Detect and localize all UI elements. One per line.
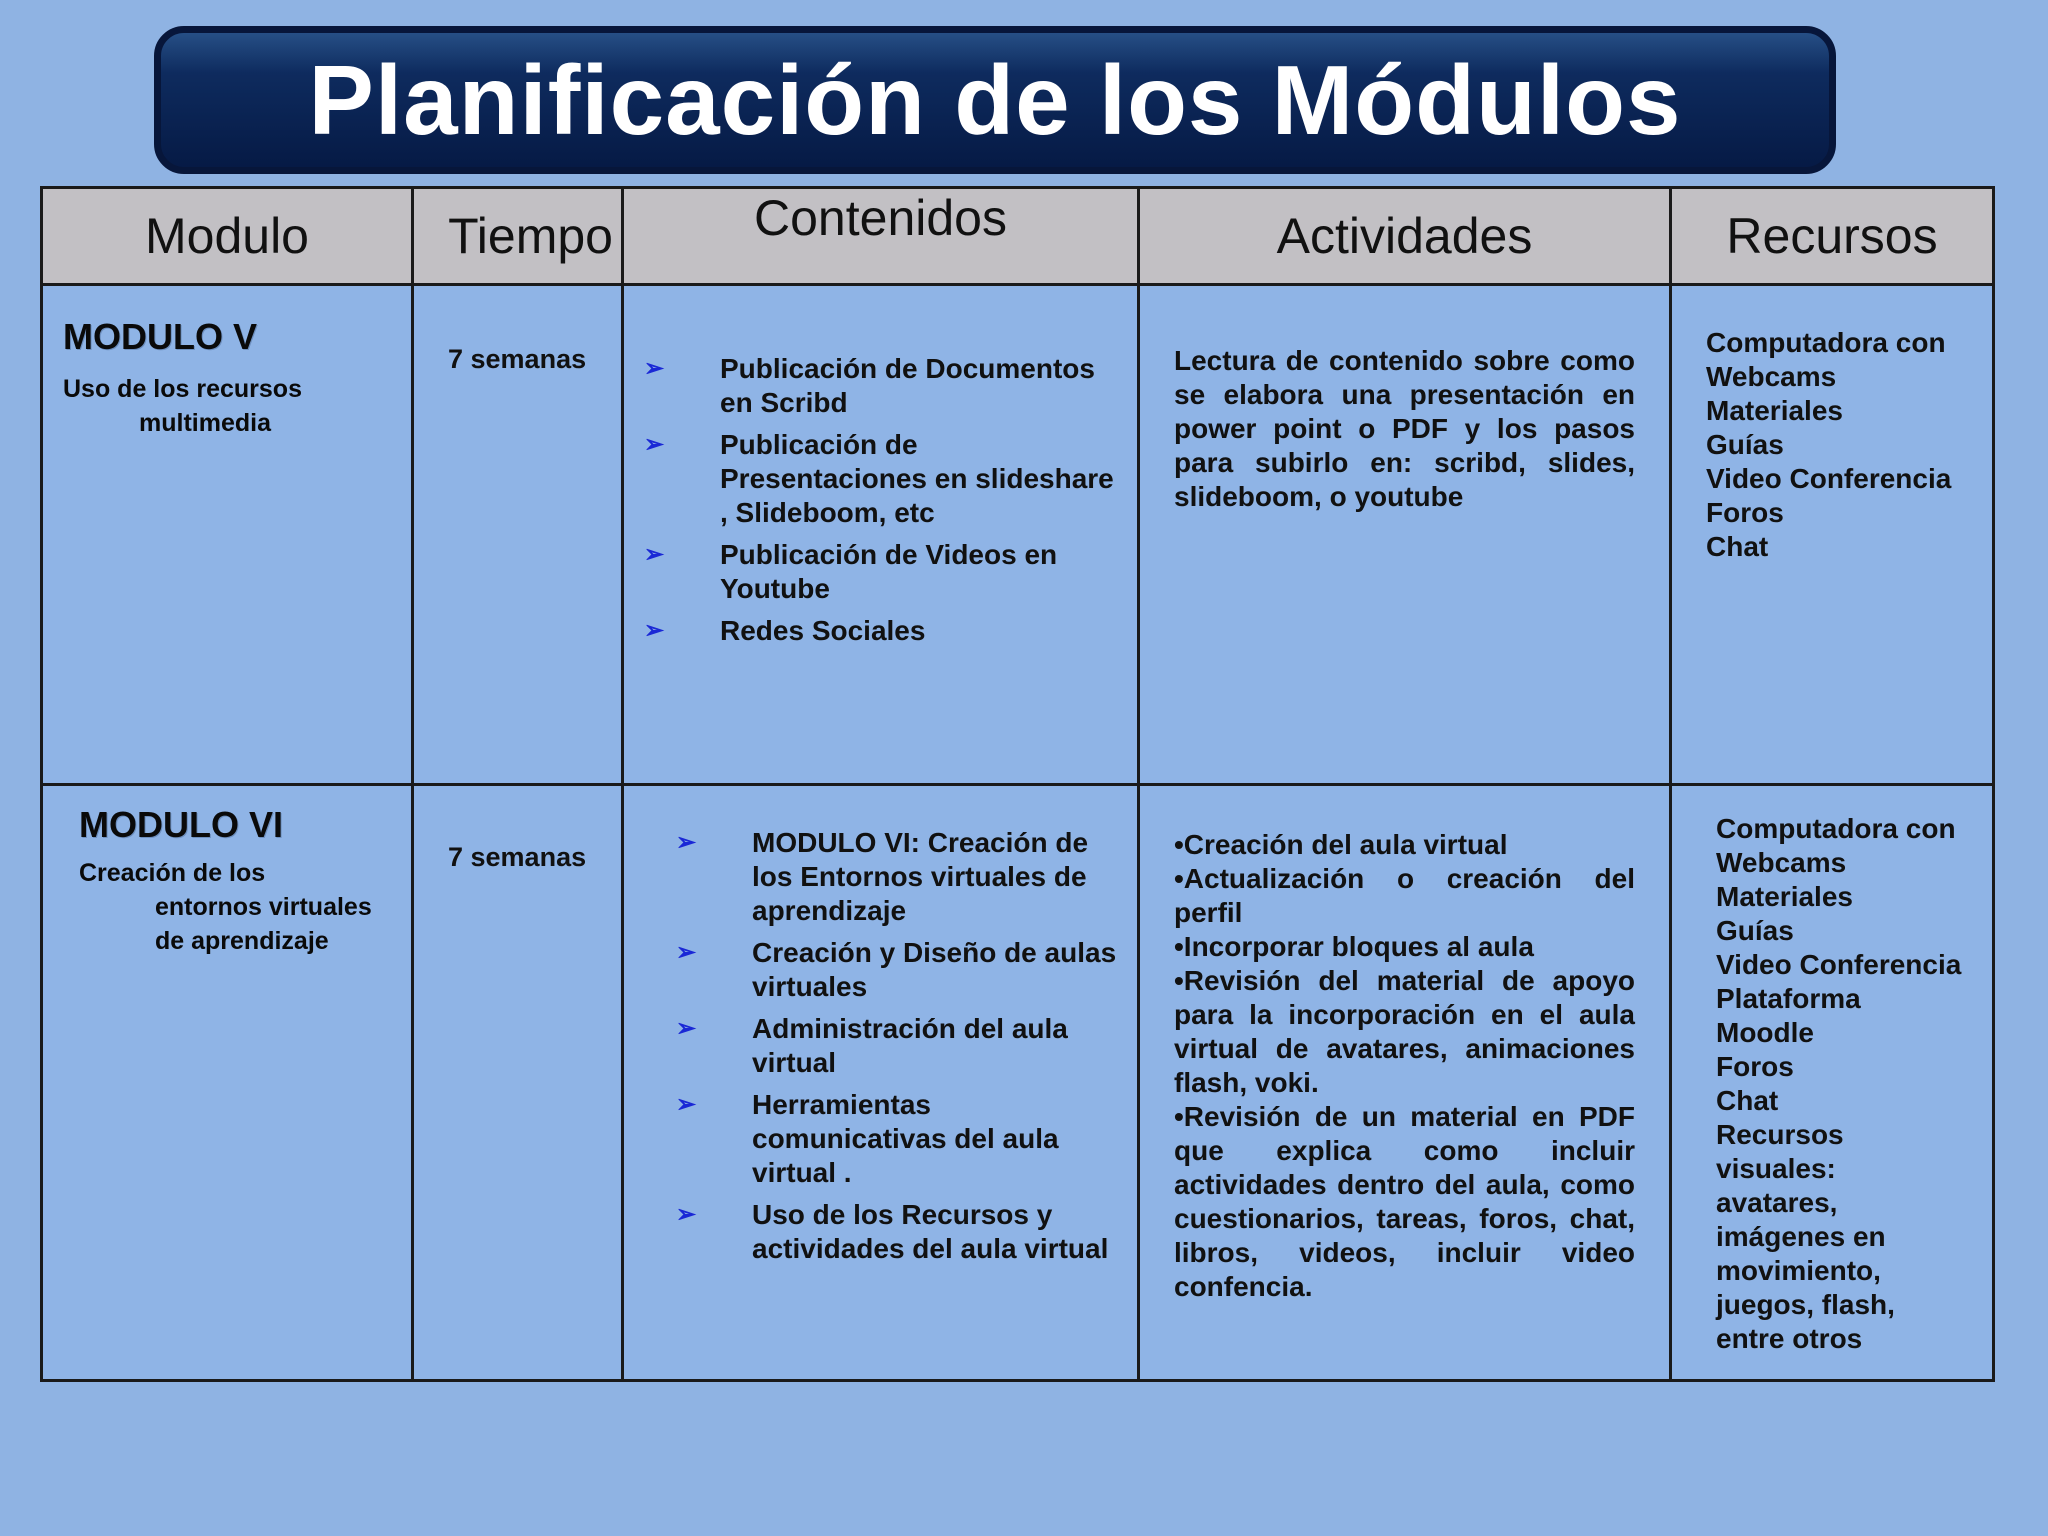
list-item-text: MODULO VI: Creación de los Entornos virtuales de aprendizaje <box>752 827 1089 926</box>
header-actividades: Actividades <box>1139 188 1671 285</box>
modulo-subtitle <box>79 856 411 958</box>
list-item: •Actualización o creación del perfil <box>1174 863 1635 928</box>
modulo-subtitle-line: de aprendizaje <box>155 927 329 955</box>
list-item: Chat <box>1716 1085 1779 1116</box>
list-item-text: Administración del aula virtual <box>752 1013 1068 1078</box>
tiempo-value: 7 semanas <box>448 344 587 374</box>
list-item <box>676 936 1127 1004</box>
actividades-cell <box>1139 785 1671 1381</box>
recursos-cell <box>1671 785 1994 1381</box>
actividades-list <box>1174 828 1635 1304</box>
recursos-cell <box>1671 285 1994 785</box>
arrow-bullet-icon: ➢ <box>676 1201 697 1228</box>
list-item <box>644 352 1127 420</box>
list-item: Materiales <box>1706 395 1843 426</box>
tiempo-cell <box>413 785 623 1381</box>
list-item: •Incorporar bloques al aula <box>1174 931 1534 962</box>
list-item: avatares, <box>1716 1187 1838 1218</box>
list-item: entre otros <box>1716 1323 1863 1354</box>
header-contenidos: Contenidos <box>623 188 1139 285</box>
modulo-subtitle-line: multimedia <box>139 409 271 437</box>
list-item: Webcams <box>1706 361 1837 392</box>
tiempo-value: 7 semanas <box>448 842 587 872</box>
list-item: •Creación del aula virtual <box>1174 829 1508 860</box>
planning-table <box>40 186 1995 1382</box>
modulo-title: MODULO VI <box>79 804 283 845</box>
arrow-bullet-icon: ➢ <box>644 541 665 568</box>
list-item: Webcams <box>1716 847 1847 878</box>
list-item <box>644 428 1127 530</box>
list-item: Chat <box>1706 531 1769 562</box>
arrow-bullet-icon: ➢ <box>676 939 697 966</box>
list-item: Foros <box>1716 1051 1794 1082</box>
header-modulo: Modulo <box>42 188 413 285</box>
arrow-bullet-icon: ➢ <box>676 1015 697 1042</box>
list-item: Plataforma <box>1716 983 1861 1014</box>
contenidos-list <box>676 826 1127 1266</box>
list-item <box>676 1198 1127 1266</box>
list-item: Materiales <box>1716 881 1853 912</box>
list-item: Moodle <box>1716 1017 1814 1048</box>
list-item-text: Publicación de Videos en Youtube <box>720 539 1058 604</box>
modulo-subtitle <box>63 372 411 440</box>
actividades-text: Lectura de contenido sobre como se elabora una presentación en power point o PDF y los pasos para subirlo en: scribd, slides, slideboom, o youtube <box>1174 345 1635 512</box>
list-item <box>676 826 1127 928</box>
list-item: visuales: <box>1716 1153 1836 1184</box>
modulo-title: MODULO V <box>63 316 257 357</box>
list-item <box>644 538 1127 606</box>
modulo-subtitle-line: Creación de los <box>79 859 266 887</box>
header-row <box>42 188 1994 285</box>
modulo-subtitle-line: entornos virtuales <box>155 893 372 921</box>
list-item-text: Uso de los Recursos y actividades del aula virtual <box>752 1199 1109 1264</box>
page-title: Planificación de los Módulos <box>308 45 1682 155</box>
list-item: •Revisión del material de apoyo para la incorporación en el aula virtual de avatares, animaciones flash, voki. <box>1174 965 1635 1098</box>
arrow-bullet-icon: ➢ <box>644 617 665 644</box>
recursos-list <box>1716 812 1982 1356</box>
table-row <box>42 785 1994 1381</box>
contenidos-cell <box>623 785 1139 1381</box>
table-row <box>42 285 1994 785</box>
modulo-subtitle-line: Uso de los recursos <box>63 375 302 403</box>
header-recursos: Recursos <box>1671 188 1994 285</box>
modulo-cell <box>42 785 413 1381</box>
list-item: Video Conferencia <box>1706 463 1952 494</box>
contenidos-list <box>644 352 1127 648</box>
arrow-bullet-icon: ➢ <box>676 829 697 856</box>
recursos-list <box>1706 326 1982 564</box>
list-item: Guías <box>1706 429 1784 460</box>
title-banner <box>154 26 1836 174</box>
list-item: •Revisión de un material en PDF que explica como incluir actividades dentro del aula, como cuestionarios, tareas, foros, chat, libros, videos, incluir video confencia. <box>1174 1101 1635 1302</box>
list-item <box>676 1012 1127 1080</box>
list-item: Video Conferencia <box>1716 949 1962 980</box>
arrow-bullet-icon: ➢ <box>676 1091 697 1118</box>
list-item-text: Herramientas comunicativas del aula virtual . <box>752 1089 1059 1188</box>
list-item-text: Creación y Diseño de aulas virtuales <box>752 937 1117 1002</box>
arrow-bullet-icon: ➢ <box>644 355 665 382</box>
list-item <box>676 1088 1127 1190</box>
list-item-text: Publicación de Presentaciones en slideshare , Slideboom, etc <box>720 429 1114 528</box>
modulo-cell <box>42 285 413 785</box>
list-item: juegos, flash, <box>1716 1289 1895 1320</box>
actividades-cell <box>1139 285 1671 785</box>
header-tiempo: Tiempo <box>413 188 623 285</box>
list-item: Recursos <box>1716 1119 1844 1150</box>
list-item: Computadora con <box>1716 813 1956 844</box>
list-item: Guías <box>1716 915 1794 946</box>
arrow-bullet-icon: ➢ <box>644 431 665 458</box>
list-item: Foros <box>1706 497 1784 528</box>
tiempo-cell <box>413 285 623 785</box>
list-item-text: Publicación de Documentos en Scribd <box>720 353 1095 418</box>
list-item: movimiento, <box>1716 1255 1881 1286</box>
list-item: imágenes en <box>1716 1221 1886 1252</box>
contenidos-cell <box>623 285 1139 785</box>
list-item <box>644 614 1127 648</box>
list-item: Computadora con <box>1706 327 1946 358</box>
list-item-text: Redes Sociales <box>720 615 926 646</box>
